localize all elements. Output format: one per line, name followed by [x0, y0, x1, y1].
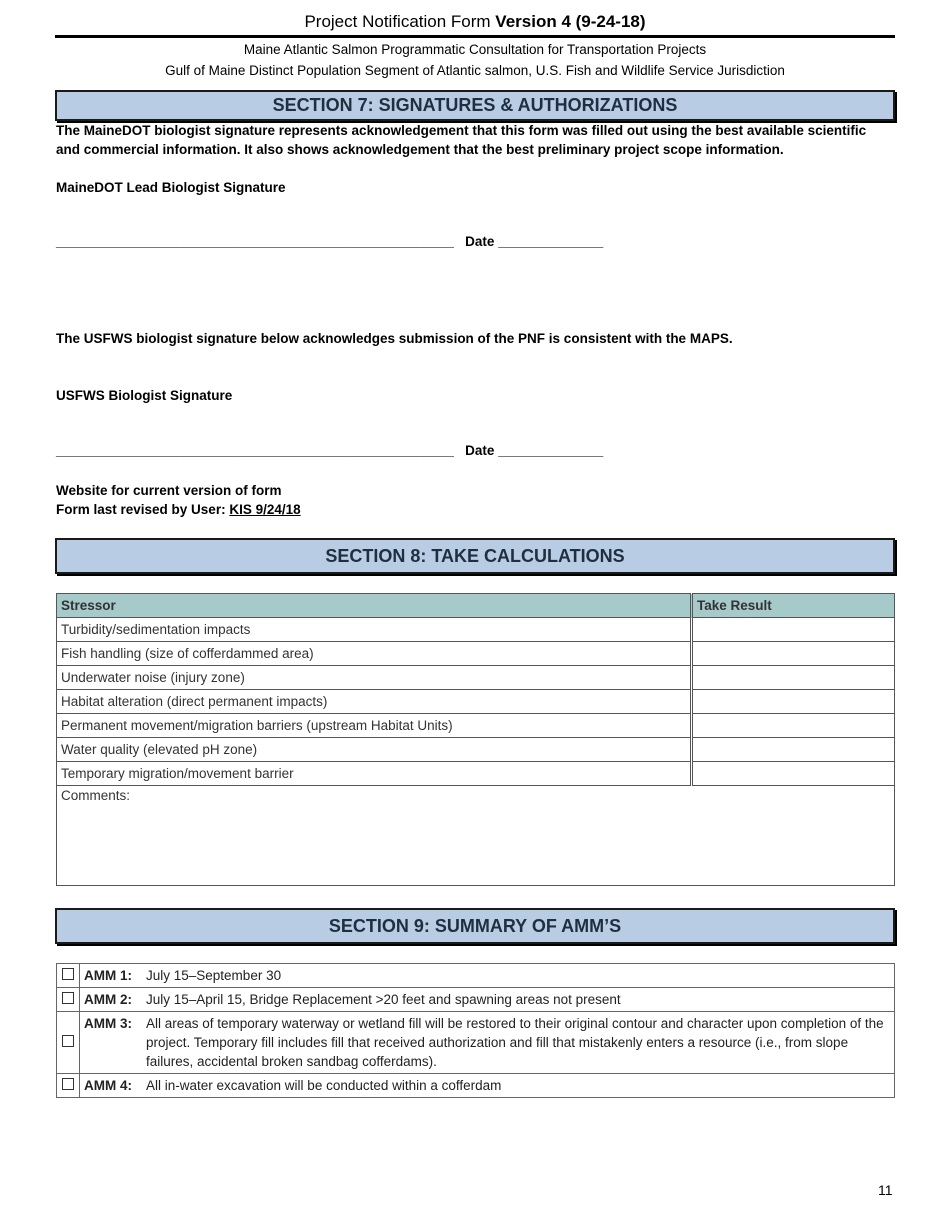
table-row — [57, 642, 895, 666]
amm-label: AMM 1: — [80, 964, 143, 988]
header-subtitle-2: Gulf of Maine Distinct Population Segment of Atlantic salmon, U.S. Fish and Wildlife Service Jurisdiction — [165, 63, 785, 78]
amm-row — [57, 1012, 895, 1074]
stressor-cell: Habitat alteration (direct permanent impacts) — [57, 690, 692, 714]
revised-by-label: Form last revised by User: — [56, 502, 230, 517]
comments-field[interactable]: Comments: — [57, 786, 895, 886]
amm-summary-table — [56, 963, 895, 1098]
checkbox-icon[interactable] — [62, 1078, 74, 1090]
amm-row — [57, 988, 895, 1012]
take-result-cell[interactable] — [692, 666, 895, 690]
section7-header: SECTION 7: SIGNATURES & AUTHORIZATIONS — [55, 90, 895, 121]
checkbox-icon[interactable] — [62, 1035, 74, 1047]
take-result-cell[interactable] — [692, 618, 895, 642]
header-rule — [55, 35, 895, 38]
lead-biologist-signature-line[interactable]: _____________________________________________________ Date ______________ — [56, 234, 604, 249]
section8-header: SECTION 8: TAKE CALCULATIONS — [55, 538, 895, 574]
stressor-cell: Fish handling (size of cofferdammed area) — [57, 642, 692, 666]
stressor-cell: Temporary migration/movement barrier — [57, 762, 692, 786]
amm-row — [57, 1074, 895, 1098]
usfws-signature-line[interactable]: _____________________________________________________ Date ______________ — [56, 443, 604, 458]
amm-row — [57, 964, 895, 988]
take-result-cell[interactable] — [692, 642, 895, 666]
amm1-checkbox[interactable] — [57, 964, 80, 988]
amm4-checkbox[interactable] — [57, 1074, 80, 1098]
revised-by-value: KIS 9/24/18 — [229, 502, 301, 517]
stressor-cell: Permanent movement/migration barriers (upstream Habitat Units) — [57, 714, 692, 738]
table-row — [57, 738, 895, 762]
amm3-checkbox[interactable] — [57, 1012, 80, 1074]
take-result-cell[interactable] — [692, 690, 895, 714]
amm-text: All in-water excavation will be conducted within a cofferdam — [142, 1074, 895, 1098]
form-title-plain: Project Notification Form — [304, 12, 496, 31]
form-title — [0, 12, 950, 32]
checkbox-icon[interactable] — [62, 992, 74, 1004]
form-version: Version 4 (9-24-18) — [495, 12, 646, 31]
take-result-header: Take Result — [692, 594, 895, 618]
amm-label: AMM 4: — [80, 1074, 143, 1098]
table-row — [57, 714, 895, 738]
amm-text: All areas of temporary waterway or wetland fill will be restored to their original contour and character upon completion of the project. Temporary fill includes fill that received authorization and fill that mistakenly enters a resource (i.e., from slope failures, accidental broken sandbag cofferdams). — [142, 1012, 895, 1074]
take-result-cell[interactable] — [692, 714, 895, 738]
take-result-cell[interactable] — [692, 762, 895, 786]
stressor-cell: Turbidity/sedimentation impacts — [57, 618, 692, 642]
take-calculations-table — [56, 593, 895, 886]
take-result-cell[interactable] — [692, 738, 895, 762]
revised-by — [56, 500, 301, 519]
section7-intro — [56, 121, 866, 159]
table-row — [57, 618, 895, 642]
table-header-row — [57, 594, 895, 618]
amm-label: AMM 3: — [80, 1012, 143, 1074]
table-row — [57, 762, 895, 786]
page-number: 11 — [878, 1182, 893, 1198]
stressor-header: Stressor — [57, 594, 692, 618]
table-row — [57, 690, 895, 714]
header-subtitle-1: Maine Atlantic Salmon Programmatic Consultation for Transportation Projects — [243, 42, 707, 57]
comments-row — [57, 786, 895, 886]
usfws-statement: The USFWS biologist signature below acknowledges submission of the PNF is consistent with the MAPS. — [56, 331, 733, 346]
table-row — [57, 666, 895, 690]
amm-label: AMM 2: — [80, 988, 143, 1012]
usfws-signature-label: USFWS Biologist Signature — [56, 388, 233, 403]
amm-text: July 15–September 30 — [142, 964, 895, 988]
checkbox-icon[interactable] — [62, 968, 74, 980]
stressor-cell: Water quality (elevated pH zone) — [57, 738, 692, 762]
website-label[interactable]: Website for current version of form — [56, 483, 282, 498]
stressor-cell: Underwater noise (injury zone) — [57, 666, 692, 690]
lead-biologist-signature-label: MaineDOT Lead Biologist Signature — [56, 180, 286, 195]
amm2-checkbox[interactable] — [57, 988, 80, 1012]
amm-text: July 15–April 15, Bridge Replacement >20 feet and spawning areas not present — [142, 988, 895, 1012]
section7-intro-line1: The MaineDOT biologist signature represents acknowledgement that this form was filled out using the best available scientific — [56, 123, 867, 138]
section9-header: SECTION 9: SUMMARY OF AMM’S — [55, 908, 895, 944]
section7-intro-line2: and commercial information. It also shows acknowledgement that the best preliminary project scope information. — [56, 142, 784, 157]
